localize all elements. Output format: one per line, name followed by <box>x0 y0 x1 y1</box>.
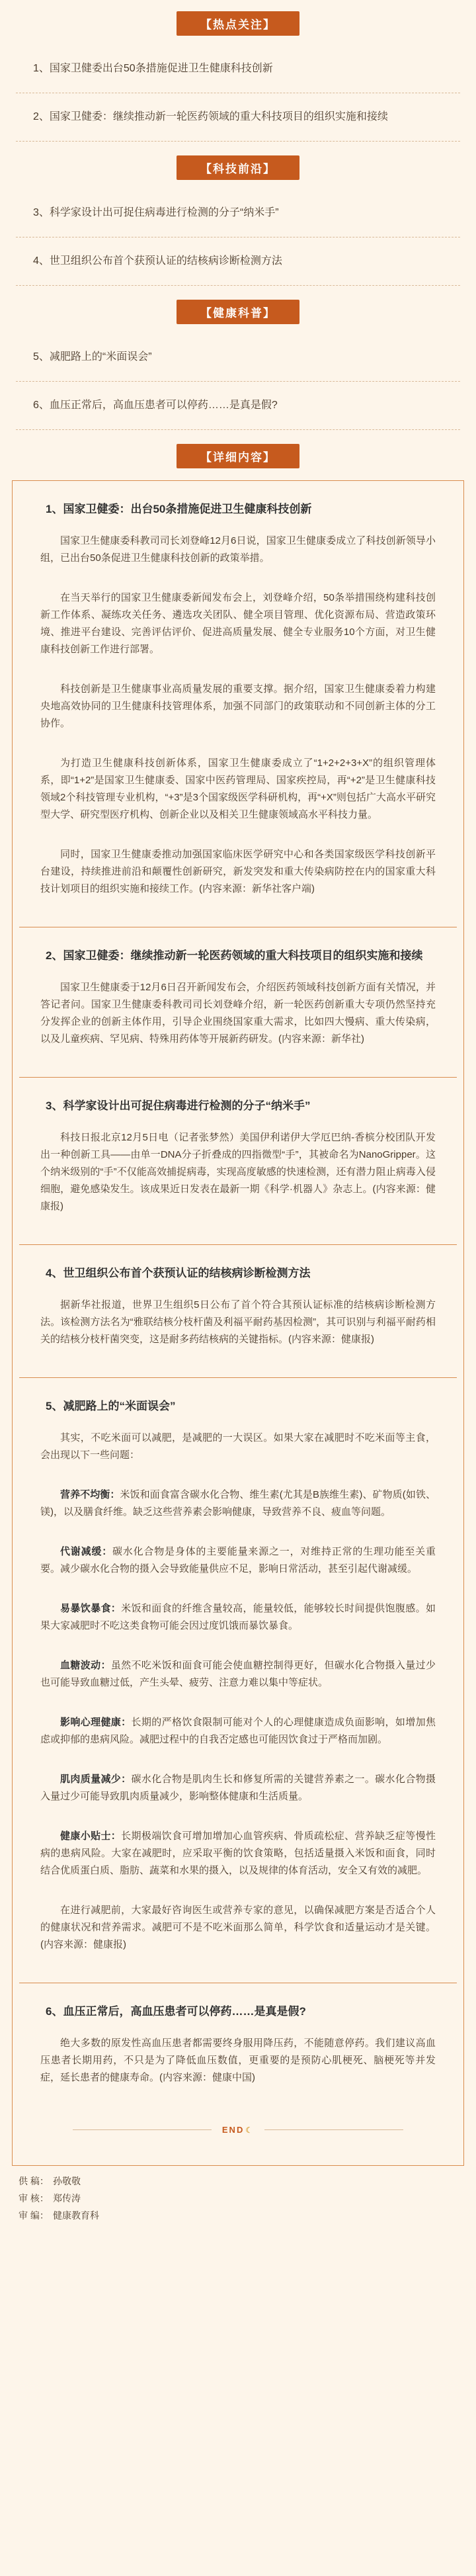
article-title: 4、世卫组织公布首个获预认证的结核病诊断检测方法 <box>46 1267 311 1279</box>
end-divider <box>19 2125 457 2135</box>
paragraph-lead: 健康小贴士： <box>60 1830 122 1842</box>
paragraph-text: 米饭和面食的纤维含量较高，能量较低，能够较长时间提供饱腹感。如果大家减肥时不吃这类食物可能会因过度饥饿而暴饮暴食。 <box>40 1603 436 1631</box>
article-paragraph <box>40 1543 436 1578</box>
article-paragraph <box>40 1902 436 1953</box>
credit-row <box>19 2207 457 2224</box>
article-title: 6、血压正常后，高血压患者可以停药……是真是假? <box>46 2005 306 2018</box>
article-title: 3、科学家设计出可捉住病毒进行检测的分子“纳米手” <box>46 1099 311 1112</box>
credit-label: 供 稿： <box>19 2176 49 2186</box>
toc-list-science <box>0 184 476 291</box>
article-paragraph <box>40 1430 436 1464</box>
paragraph-lead: 代谢减缓： <box>60 1546 112 1557</box>
article-paragraph <box>40 1657 436 1692</box>
paragraph-text: 其实，不吃米面可以减肥，是减肥的一大误区。如果大家在减肥时不吃米面等主食，会出现以下一些问题： <box>40 1432 436 1461</box>
toc-item[interactable]: 2、国家卫健委：继续推动新一轮医药领域的重大科技项目的组织实施和接续 <box>16 93 460 142</box>
article-paragraph: 绝大多数的原发性高血压患者都需要终身服用降压药，不能随意停药。我们建议高血压患者长期用药，不只是为了降低血压数值，更重要的是预防心肌梗死、脑梗死等并发症，延长患者的健康寿命。(内容来源：健康中国) <box>40 2038 436 2083</box>
credit-value: 郑传涛 <box>53 2193 81 2204</box>
article-title: 5、减肥路上的“米面误会” <box>46 1400 176 1412</box>
paragraph-text: 碳水化合物是肌肉生长和修复所需的关键营养素之一。碳水化合物摄入量过少可能导致肌肉质量减少，影响整体健康和生活质量。 <box>40 1774 436 1802</box>
toc-item[interactable]: 1、国家卫健委出台50条措施促进卫生健康科技创新 <box>16 45 460 93</box>
paragraph-lead: 影响心理健康： <box>60 1717 132 1728</box>
credit-row <box>19 2190 457 2207</box>
article-title: 1、国家卫健委：出台50条措施促进卫生健康科技创新 <box>46 503 312 515</box>
article-4 <box>19 1244 457 1377</box>
credit-value: 孙敬敬 <box>53 2176 81 2186</box>
paragraph-text: 米饭和面食富含碳水化合物、维生素(尤其是B族维生素)、矿物质(如铁、镁)，以及膳食纤维。缺乏这些营养素会影响健康，导致营养不良、疲血等问题。 <box>40 1489 436 1518</box>
toc-item[interactable]: 5、减肥路上的“米面误会” <box>16 333 460 382</box>
article-paragraph: 为打造卫生健康科技创新体系，国家卫生健康委成立了“1+2+2+3+X”的组织管理体系，即“1+2”是国家卫生健康委、国家中医药管理局、国家疾控局，再“+2”是卫生健康科技领域2个科技管理专业机构，“+3”是3个国家级医学科研机构，再“+X”则包括广大高水平研究型大学、研究型医疗机构、创新企业以及相关卫生健康领域高水平科技力量。 <box>40 757 436 820</box>
article-paragraph <box>40 1486 436 1521</box>
credit-value: 健康教育科 <box>53 2210 99 2221</box>
credit-row <box>19 2172 457 2190</box>
article-paragraph: 同时，国家卫生健康委推动加强国家临床医学研究中心和各类国家级医学科技创新平台建设，持续推进前沿和颠覆性创新研究，新发突发和重大传染病防控在内的国家重大科技计划项目的组织实施和接续工作。(内容来源：新华社客户端) <box>40 849 436 894</box>
divider-line <box>264 2129 403 2130</box>
paragraph-text: 碳水化合物是身体的主要能量来源之一，对维持正常的生理功能至关重要。减少碳水化合物的摄入会导致能量供应不足，影响日常活动，甚至引起代谢减缓。 <box>40 1546 436 1574</box>
article-paragraph <box>40 1828 436 1879</box>
paragraph-lead: 血糖波动： <box>60 1660 111 1671</box>
section-tag: 【 健康科普 】 <box>177 300 299 324</box>
article-paragraph: 国家卫生健康委科教司司长刘登峰12月6日说，国家卫生健康委成立了科技创新领导小组，已出台50条促进卫生健康科技创新的政策举措。 <box>40 535 436 564</box>
section-tag: 【 详细内容 】 <box>177 444 299 468</box>
paragraph-lead: 营养不均衡： <box>60 1489 120 1500</box>
article-paragraph <box>40 1771 436 1805</box>
end-text: END <box>221 2125 245 2135</box>
article-paragraph: 在当天举行的国家卫生健康委新闻发布会上，刘登峰介绍，50条举措围绕构建科技创新工作体系、凝练攻关任务、遴选攻关团队、健全项目管理、优化资源布局、营造政策环境、推进平台建设、完善评估评价、促进高质量发展、健全专业服务10个方面，对卫生健康科技创新工作进行部署。 <box>40 592 436 655</box>
article-5 <box>19 1377 457 1983</box>
paragraph-text: 虽然不吃米饭和面食可能会使血糖控制得更好，但碳水化合物摄入量过少也可能导致血糖过低，产生头晕、疲劳、注意力难以集中等症状。 <box>40 1660 436 1688</box>
section-header-health <box>0 295 476 328</box>
article-paragraph: 科技日报北京12月5日电（记者张梦然）美国伊利诺伊大学厄巴纳-香槟分校团队开发出一种创新工具——由单一DNA分子折叠成的四指微型“手”，其被命名为NanoGripper。这个纳米级别的“手”不仅能高效捕捉病毒，实现高度敏感的快速检测，还有潜力阻止病毒入侵细胞，避免感染发生。该成果近日发表在最新一期《科学·机器人》杂志上。(内容来源：健康报) <box>40 1132 436 1212</box>
toc-list-hot <box>0 40 476 147</box>
article-paragraph: 据新华社报道，世界卫生组织5日公布了首个符合其预认证标准的结核病诊断检测方法。该检测方法名为“雅联结核分枝杆菌及利福平耐药基因检测”，其可识别与利福平耐药相关的结核分枝杆菌突变，这是耐多药结核病的关键指标。(内容来源：健康报) <box>40 1299 436 1345</box>
article-title: 2、国家卫健委：继续推动新一轮医药领域的重大科技项目的组织实施和接续 <box>46 949 423 962</box>
credit-label: 审 编： <box>19 2210 49 2221</box>
divider-line <box>73 2129 212 2130</box>
credit-label: 审 核： <box>19 2193 49 2204</box>
paragraph-text: 长期的严格饮食限制可能对个人的心理健康造成负面影响，如增加焦虑或抑郁的患病风险。减肥过程中的自我否定感也可能因饮食过于严格而加剧。 <box>40 1717 436 1745</box>
article-paragraph: 科技创新是卫生健康事业高质量发展的重要支撑。据介绍，国家卫生健康委着力构建央地高效协同的卫生健康科技管理体系，加强不同部门的政策联动和不同创新主体的分工协作。 <box>40 683 436 729</box>
article-paragraph <box>40 1600 436 1635</box>
article-paragraph <box>40 1714 436 1748</box>
section-header-hot <box>0 7 476 40</box>
paragraph-lead: 易暴饮暴食： <box>60 1603 122 1614</box>
toc-item[interactable]: 4、世卫组织公布首个获预认证的结核病诊断检测方法 <box>16 237 460 286</box>
section-tag: 【 热点关注 】 <box>177 11 299 36</box>
toc-list-health <box>0 328 476 435</box>
toc-item[interactable]: 3、科学家设计出可捉住病毒进行检测的分子“纳米手” <box>16 189 460 237</box>
detail-content <box>12 480 464 2166</box>
toc-item[interactable]: 6、血压正常后，高血压患者可以停药……是真是假? <box>16 382 460 430</box>
credits <box>0 2166 476 2244</box>
section-tag: 【 科技前沿 】 <box>177 155 299 180</box>
section-header-detail <box>0 439 476 472</box>
paragraph-lead: 肌肉质量减少： <box>60 1774 132 1785</box>
article-paragraph: 国家卫生健康委于12月6日召开新闻发布会，介绍医药领域科技创新方面有关情况，并答记者问。国家卫生健康委科教司司长刘登峰介绍，新一轮医药创新重大专项仍然坚持充分发挥企业的创新主体作用，引导企业围绕国家重大需求，比如四大慢病、重大传染病，以及儿童疾病、罕见病、特殊用药体等开展新药研发。(内容来源：新华社) <box>40 982 436 1045</box>
section-header-science <box>0 151 476 184</box>
article-2 <box>19 927 457 1077</box>
article-6 <box>19 1983 457 2116</box>
paragraph-text: 在进行减肥前，大家最好咨询医生或营养专家的意见，以确保减肥方案是否适合个人的健康状况和营养需求。减肥可不是不吃米面那么简单，科学饮食和适量运动才是关键。(内容来源：健康报) <box>40 1905 436 1950</box>
article-3 <box>19 1077 457 1244</box>
article-1 <box>19 481 457 927</box>
paragraph-text: 长期极端饮食可增加增加心血管疾病、骨质疏松症、营养缺乏症等慢性病的患病风险。大家在减肥时，应采取平衡的饮食策略，包括适量摄入米饭和面食，同时结合优质蛋白质、脂肪、蔬菜和水果的摄入，以及规律的体育活动，安全又有效的减肥。 <box>40 1830 436 1876</box>
end-label <box>212 2125 264 2135</box>
moon-icon: ☾ <box>245 2125 255 2135</box>
